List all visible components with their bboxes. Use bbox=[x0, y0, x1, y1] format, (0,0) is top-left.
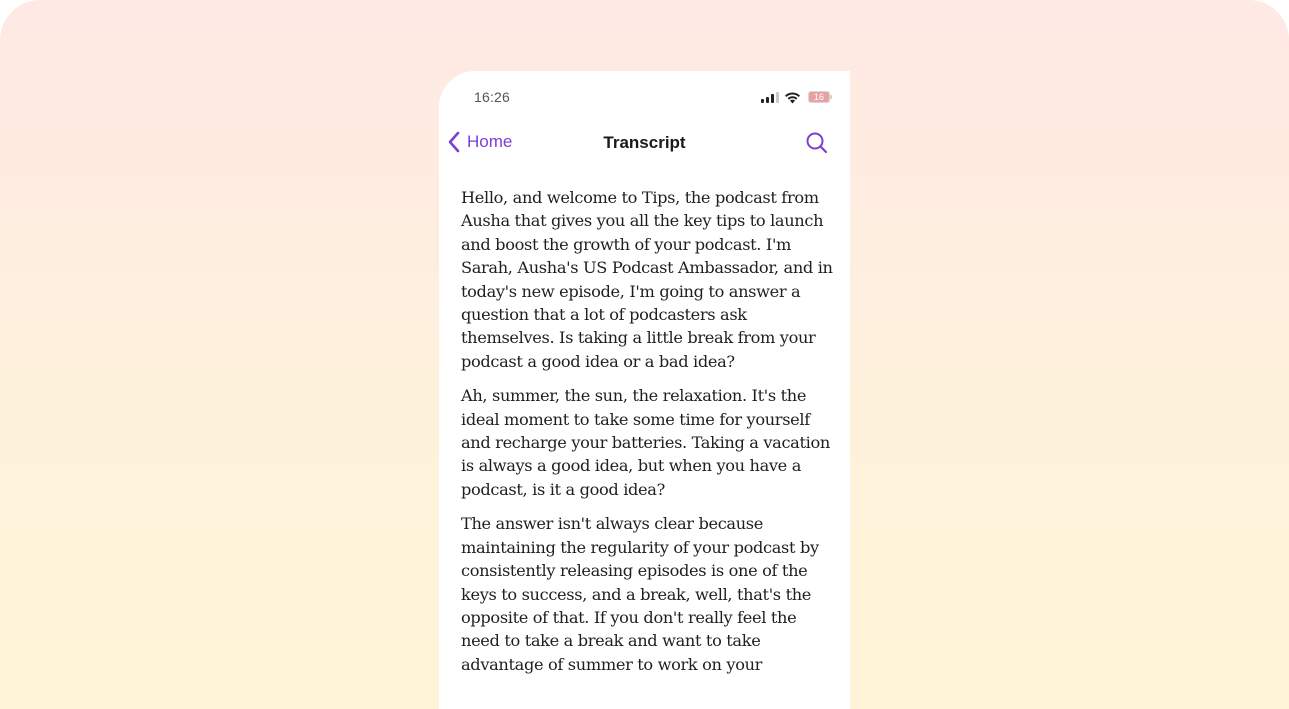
navigation-bar bbox=[439, 123, 850, 167]
search-icon bbox=[804, 130, 830, 156]
back-button-label: Home bbox=[467, 132, 513, 151]
wifi-icon bbox=[784, 91, 801, 104]
search-button[interactable] bbox=[804, 130, 830, 156]
status-icons bbox=[761, 89, 830, 105]
transcript-body bbox=[461, 186, 833, 687]
transcript-paragraph: The answer isn't always clear because maintaining the regularity of your podcast by consistently releasing episodes is one of the keys to success, and a break, well, that's the opposite of that. If you don't really feel the need to take a break and want to take advantage of summer to work on your bbox=[461, 514, 819, 674]
battery-icon bbox=[808, 91, 830, 103]
phone-screen bbox=[439, 71, 850, 709]
page-title: Transcript bbox=[603, 133, 686, 152]
status-bar bbox=[439, 71, 850, 121]
battery-level: 16 bbox=[809, 92, 829, 102]
transcript-paragraph: Ah, summer, the sun, the relaxation. It's the ideal moment to take some time for yourself and recharge your batteries. Taking a vacation is always a good idea, but when you have a podcast, is it a good idea? bbox=[461, 386, 830, 499]
signal-icon bbox=[761, 92, 779, 103]
transcript-paragraph: Hello, and welcome to Tips, the podcast from Ausha that gives you all the key tips to launch and boost the growth of your podcast. I'm Sarah, Ausha's US Podcast Ambassador, and in today's new episode, I'm going to answer a question that a lot of podcasters ask themselves. Is taking a little break from your podcast a good idea or a bad idea? bbox=[461, 188, 833, 371]
status-time: 16:26 bbox=[474, 89, 511, 105]
